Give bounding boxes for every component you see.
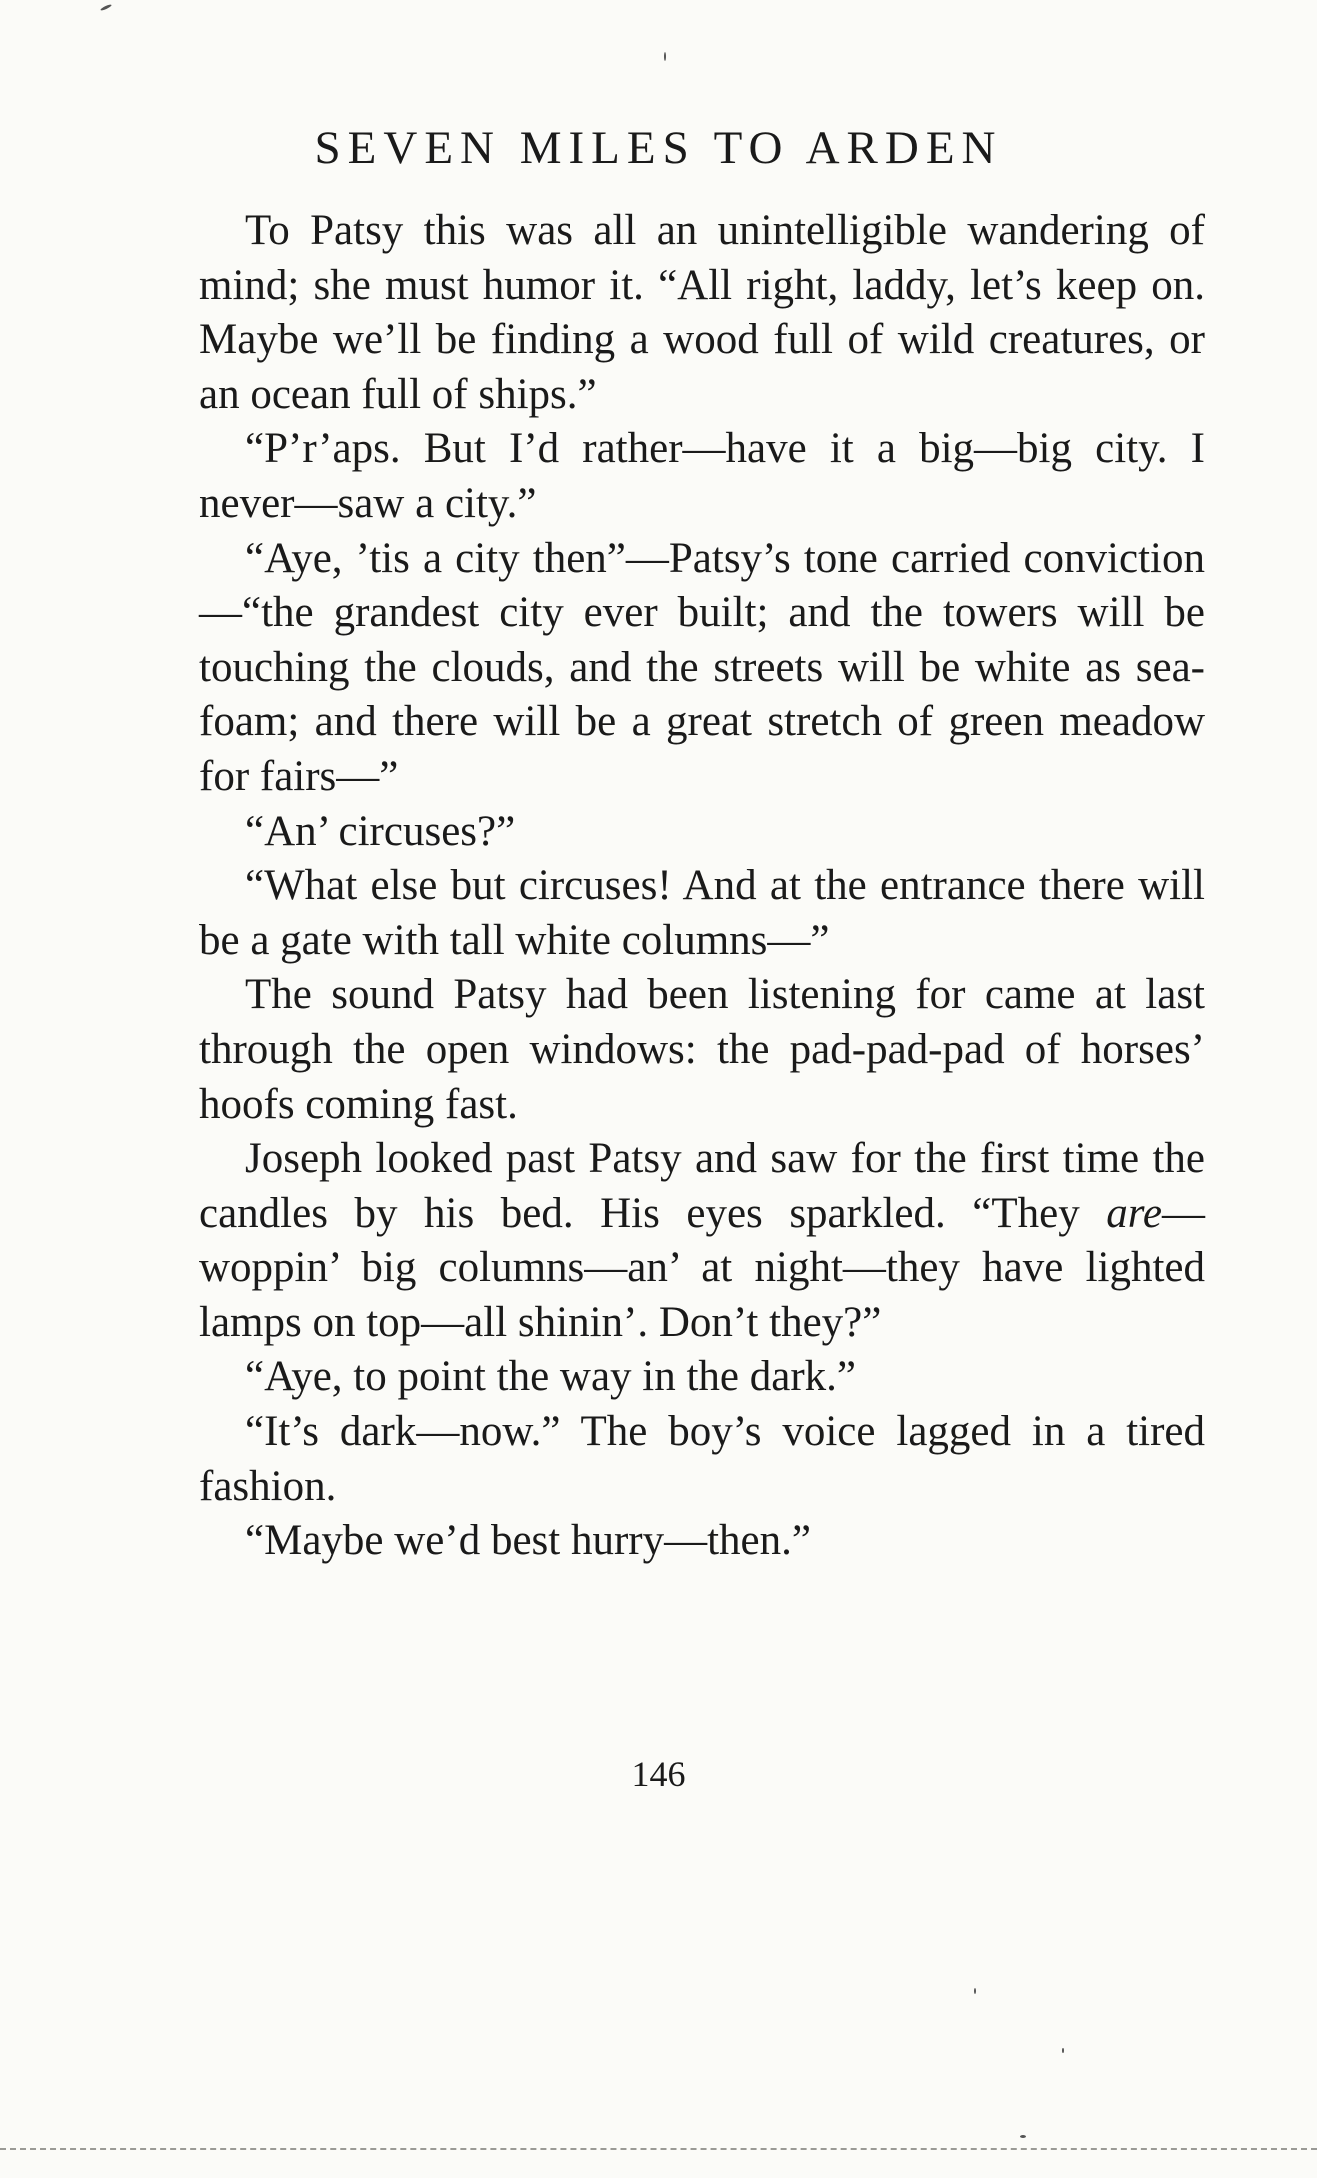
scan-speck	[1020, 2135, 1026, 2138]
text-run: “What else but circuses! And at the entrance there will be a gate with tall white columns—”	[199, 862, 1205, 964]
scan-speck	[664, 52, 666, 61]
text-run: “Aye, ’tis a city then”—Patsy’s tone carried conviction—“the grandest city ever built; and the towers will be touching the clouds, and the streets will be white as sea-foam; and there will be a great stretch of green meadow for fairs—”	[199, 534, 1205, 800]
running-title: SEVEN MILES TO ARDEN	[314, 122, 1003, 174]
text-run: To Patsy this was all an unintelligible wandering of mind; she must humor it. “All right, laddy, let’s keep on. Maybe we’ll be finding a wood full of wild creatures, or an ocean full of ships.”	[199, 207, 1205, 418]
paragraph	[199, 805, 1205, 860]
paragraph	[199, 204, 1205, 422]
text-run: —woppin’ big columns—an’ at night—they have lighted lamps on top—all shinin’. Don’t they?”	[199, 1189, 1205, 1346]
paragraph	[199, 1405, 1205, 1514]
paragraph	[199, 968, 1205, 1132]
scan-speck	[974, 1988, 976, 1994]
scan-edge-rule	[0, 2148, 1317, 2150]
text-run: The sound Patsy had been listening for came at last through the open windows: the pad-pad-pad of horses’ hoofs coming fast.	[199, 971, 1205, 1128]
text-run: “An’ circuses?”	[245, 807, 516, 855]
paragraph	[199, 1350, 1205, 1405]
paragraph	[199, 532, 1205, 805]
paragraph	[199, 859, 1205, 968]
text-run: Joseph looked past Patsy and saw for the first time the candles by his bed. His eyes sparkled. “They	[199, 1135, 1205, 1237]
paragraph	[199, 422, 1205, 531]
body-text	[199, 204, 1205, 1569]
text-run: “P’r’aps. But I’d rather—have it a big—big city. I never—saw a city.”	[199, 425, 1205, 527]
page-number: 146	[631, 1754, 686, 1794]
italic-emphasis: are	[1106, 1189, 1162, 1237]
scan-speck	[100, 4, 112, 12]
text-run: “Maybe we’d best hurry—then.”	[245, 1517, 811, 1565]
paragraph	[199, 1514, 1205, 1569]
paragraph	[199, 1132, 1205, 1350]
text-run: “Aye, to point the way in the dark.”	[245, 1353, 857, 1401]
text-run: “It’s dark—now.” The boy’s voice lagged in a tired fashion.	[199, 1408, 1205, 1510]
scan-speck	[1062, 2048, 1064, 2053]
